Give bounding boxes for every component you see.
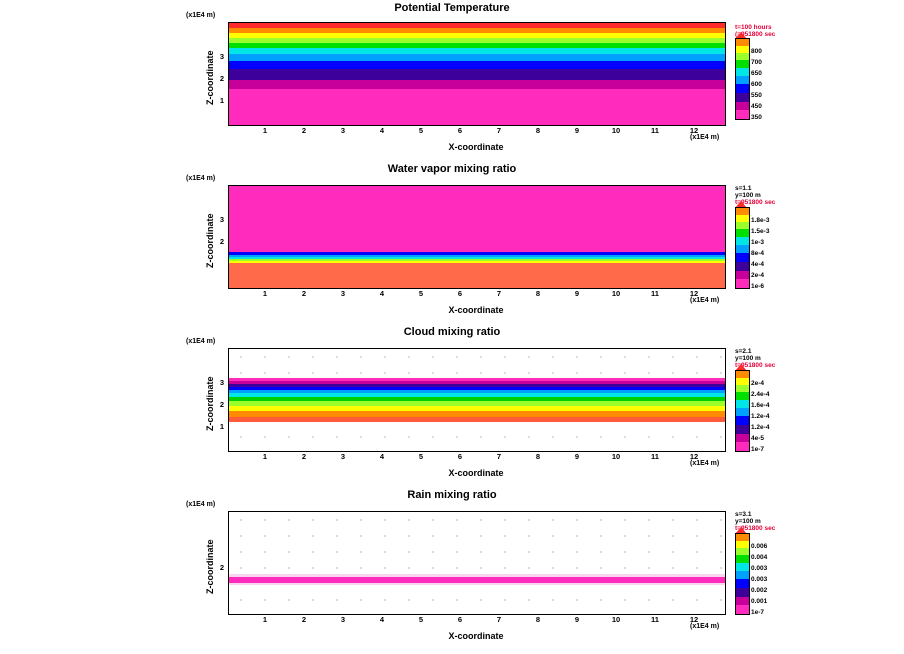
x-tick: 2	[301, 126, 307, 135]
top-axis-unit: (x1E4 m)	[186, 12, 216, 19]
x-tick: 1	[262, 452, 268, 461]
x-axis-label: X-coordinate	[448, 305, 504, 315]
annotation: (=951800 sec	[735, 31, 776, 38]
colorbar-segment	[736, 371, 749, 378]
colorbar-tick: 700	[751, 59, 762, 66]
colorbar-segment	[736, 597, 749, 605]
colorbar-segment	[736, 39, 749, 46]
plot-area	[228, 185, 726, 289]
x-tick: 6	[457, 126, 463, 135]
x-tick: 2	[301, 289, 307, 298]
right-axis-unit: (x1E4 m)	[690, 460, 720, 467]
x-tick: 6	[457, 452, 463, 461]
colorbar-tick: 1.2e-4	[751, 413, 770, 420]
y-axis-label: Z-coordinate	[205, 539, 215, 594]
colorbar-segment	[736, 534, 749, 541]
x-tick: 8	[535, 452, 541, 461]
layer	[229, 583, 725, 585]
y-tick: 3	[219, 378, 224, 387]
colorbar-tick: 1e-7	[751, 609, 765, 616]
x-tick: 5	[418, 289, 424, 298]
colorbar-segment	[736, 253, 749, 262]
x-tick: 7	[496, 615, 502, 624]
colorbar-bar	[735, 38, 750, 120]
y-tick: 2	[219, 74, 224, 83]
colorbar-segment	[736, 76, 749, 84]
x-tick: 12	[689, 126, 699, 135]
colorbar-tick: 1e-3	[751, 239, 765, 246]
x-tick: 12	[689, 615, 699, 624]
colorbar-segment	[736, 110, 749, 119]
y-tick: 3	[219, 215, 224, 224]
colorbar-segment	[736, 605, 749, 614]
colorbar-segment	[736, 392, 749, 400]
colorbar-tick: 1.8e-3	[751, 217, 770, 224]
x-tick: 9	[574, 452, 580, 461]
colorbar-segment	[736, 93, 749, 102]
colorbar-tick: 0.006	[751, 543, 768, 550]
colorbar-segment	[736, 548, 749, 555]
x-tick: 11	[651, 615, 659, 624]
colorbar-segment	[736, 425, 749, 434]
colorbar-segment	[736, 563, 749, 571]
colorbar-tick: 2e-4	[751, 272, 765, 279]
top-axis-unit: (x1E4 m)	[186, 175, 216, 182]
colorbar-segment	[736, 541, 749, 548]
x-tick: 11	[651, 289, 659, 298]
x-tick: 3	[340, 289, 346, 298]
chart-title: Rain mixing ratio	[407, 489, 497, 501]
right-axis-unit: (x1E4 m)	[690, 623, 720, 630]
colorbar-tick: 350	[751, 114, 762, 121]
annotation: s=1.1	[735, 185, 752, 192]
colorbar-tick: 0.002	[751, 587, 768, 594]
y-tick: 1	[219, 96, 224, 105]
x-tick: 3	[340, 452, 346, 461]
right-axis-unit: (x1E4 m)	[690, 134, 720, 141]
layer	[229, 69, 725, 80]
colorbar-tick: 450	[751, 103, 762, 110]
x-tick: 12	[689, 289, 699, 298]
chart-title: Potential Temperature	[394, 2, 510, 14]
colorbar-segment	[736, 68, 749, 76]
right-axis-unit: (x1E4 m)	[690, 297, 720, 304]
colorbar-segment	[736, 271, 749, 279]
x-tick: 1	[262, 289, 268, 298]
colorbar-segment	[736, 555, 749, 563]
x-tick: 4	[379, 615, 385, 624]
colorbar-segment	[736, 229, 749, 237]
x-tick: 11	[651, 126, 659, 135]
colorbar-segment	[736, 245, 749, 253]
annotation: y=100 m	[735, 192, 761, 199]
x-axis-label: X-coordinate	[448, 468, 504, 478]
y-tick: 1	[219, 422, 224, 431]
x-tick: 9	[574, 289, 580, 298]
colorbar-segment	[736, 442, 749, 451]
x-tick: 3	[340, 126, 346, 135]
colorbar-tick: 1e-6	[751, 283, 765, 290]
x-axis-label: X-coordinate	[448, 631, 504, 641]
annotation: s=3.1	[735, 511, 752, 518]
colorbar-tick: 800	[751, 48, 762, 55]
layer	[229, 80, 725, 89]
colorbar-segment	[736, 60, 749, 68]
y-tick: 3	[219, 52, 224, 61]
x-tick: 8	[535, 126, 541, 135]
colorbar-tick: 550	[751, 92, 762, 99]
colorbar-segment	[736, 408, 749, 416]
x-tick: 6	[457, 289, 463, 298]
x-tick: 9	[574, 615, 580, 624]
layer	[229, 417, 725, 422]
x-tick: 1	[262, 615, 268, 624]
x-tick: 4	[379, 289, 385, 298]
x-tick: 2	[301, 452, 307, 461]
x-tick: 1	[262, 126, 268, 135]
layer	[229, 186, 725, 252]
colorbar-tick: 650	[751, 70, 762, 77]
annotation: t=100 hours	[735, 24, 772, 31]
colorbar-tick: 1.6e-4	[751, 402, 770, 409]
chart-title: Water vapor mixing ratio	[387, 163, 517, 175]
layer	[229, 263, 725, 288]
colorbar-segment	[736, 237, 749, 245]
colorbar-segment	[736, 378, 749, 385]
x-tick: 3	[340, 615, 346, 624]
colorbar-tick: 8e-4	[751, 250, 765, 257]
x-tick: 8	[535, 615, 541, 624]
x-tick: 12	[689, 452, 699, 461]
annotation: y=100 m	[735, 355, 761, 362]
x-tick: 6	[457, 615, 463, 624]
colorbar-segment	[736, 262, 749, 271]
colorbar-tick: 4e-5	[751, 435, 765, 442]
top-axis-unit: (x1E4 m)	[186, 338, 216, 345]
x-tick: 7	[496, 289, 502, 298]
y-axis-label: Z-coordinate	[205, 50, 215, 105]
colorbar-segment	[736, 102, 749, 110]
colorbar-tick: 1.5e-3	[751, 228, 770, 235]
x-tick: 9	[574, 126, 580, 135]
x-tick: 11	[651, 452, 659, 461]
colorbar-segment	[736, 400, 749, 408]
colorbar-segment	[736, 588, 749, 597]
colorbar-tick: 600	[751, 81, 762, 88]
y-axis-label: Z-coordinate	[205, 213, 215, 268]
x-axis-label: X-coordinate	[448, 142, 504, 152]
x-tick: 2	[301, 615, 307, 624]
x-tick: 10	[611, 615, 621, 624]
colorbar-tick: 0.001	[751, 598, 768, 605]
x-tick: 10	[611, 126, 621, 135]
colorbar-segment	[736, 84, 749, 93]
chart-title: Cloud mixing ratio	[403, 326, 501, 338]
colorbar-segment	[736, 208, 749, 215]
x-tick: 5	[418, 452, 424, 461]
annotation: t=951800 sec	[735, 362, 776, 369]
colorbar-segment	[736, 385, 749, 392]
x-tick: 7	[496, 452, 502, 461]
colorbar-segment	[736, 416, 749, 425]
x-tick: 5	[418, 615, 424, 624]
colorbar-segment	[736, 279, 749, 288]
x-tick: 8	[535, 289, 541, 298]
colorbar-tick: 0.003	[751, 576, 768, 583]
plot-area	[228, 348, 726, 452]
grid-dots	[229, 512, 725, 614]
annotation: s=2.1	[735, 348, 752, 355]
colorbar-bar	[735, 533, 750, 615]
annotation: t=951800 sec	[735, 199, 776, 206]
y-axis-label: Z-coordinate	[205, 376, 215, 431]
x-tick: 4	[379, 452, 385, 461]
colorbar-tick: 1e-7	[751, 446, 765, 453]
y-tick: 2	[219, 400, 224, 409]
top-axis-unit: (x1E4 m)	[186, 501, 216, 508]
annotation: t=951800 sec	[735, 525, 776, 532]
colorbar-segment	[736, 571, 749, 579]
colorbar-segment	[736, 46, 749, 53]
x-tick: 10	[611, 289, 621, 298]
x-tick: 4	[379, 126, 385, 135]
layer	[229, 61, 725, 69]
colorbar-bar	[735, 207, 750, 289]
plot-area	[228, 511, 726, 615]
colorbar-tick: 4e-4	[751, 261, 765, 268]
plot-area	[228, 22, 726, 126]
colorbar-segment	[736, 579, 749, 588]
colorbar-tick: 2e-4	[751, 380, 765, 387]
colorbar-segment	[736, 434, 749, 442]
y-tick: 2	[219, 237, 224, 246]
layer	[229, 54, 725, 61]
colorbar-tick: 2.4e-4	[751, 391, 770, 398]
colorbar-bar	[735, 370, 750, 452]
annotation: y=100 m	[735, 518, 761, 525]
colorbar-segment	[736, 215, 749, 222]
layer	[229, 89, 725, 125]
colorbar-segment	[736, 222, 749, 229]
colorbar-tick: 1.2e-4	[751, 424, 770, 431]
x-tick: 10	[611, 452, 621, 461]
y-tick: 2	[219, 563, 224, 572]
colorbar-tick: 0.004	[751, 554, 768, 561]
colorbar-segment	[736, 53, 749, 60]
x-tick: 5	[418, 126, 424, 135]
colorbar-tick: 0.003	[751, 565, 768, 572]
x-tick: 7	[496, 126, 502, 135]
